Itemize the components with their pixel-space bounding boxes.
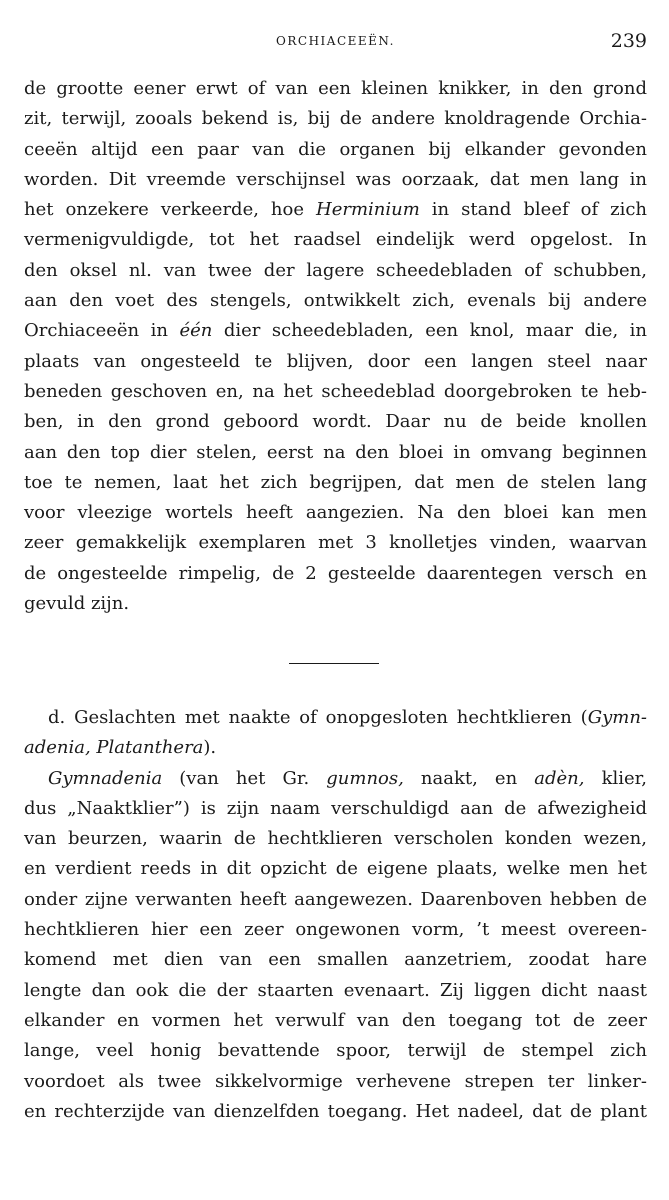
text-line: van beurzen, waarin de hechtklieren verscholen konden wezen, bbox=[24, 828, 647, 850]
text-fragment: het onzekere verkeerde, hoe bbox=[24, 199, 316, 221]
text-line: hechtklieren hier een zeer ongewonen vorm, ’t meest overeen- bbox=[24, 919, 647, 941]
section-heading-line bbox=[24, 733, 647, 763]
running-title: ORCHIACEEËN. bbox=[276, 34, 395, 48]
text-line: zit, terwijl, zooals bekend is, bij de andere knoldragende Orchia- bbox=[24, 108, 647, 130]
text-line: vermenigvuldigde, tot het raadsel eindelijk werd opgelost. In bbox=[24, 229, 647, 251]
text-line: den oksel nl. van twee der lagere scheedebladen of schubben, bbox=[24, 259, 647, 281]
greek-word-italic: adèn, bbox=[534, 767, 585, 789]
emphasis-italic: één bbox=[179, 320, 213, 342]
text-line: gevuld zijn. bbox=[24, 593, 130, 615]
text-line: dus „Naaktklier”) is zijn naam verschuldigd aan de afwezigheid bbox=[24, 797, 647, 819]
genus-name-italic: Herminium bbox=[316, 199, 420, 221]
text-line bbox=[24, 195, 647, 225]
text-line: aan den voet des stengels, ontwikkelt zich, evenals bij andere bbox=[24, 290, 647, 312]
text-line: onder zijne verwanten heeft aangewezen. Daarenboven hebben de bbox=[24, 888, 647, 910]
section-heading-text: ). bbox=[203, 737, 217, 759]
text-line: en rechterzijde van dienzelfden toegang. Het nadeel, dat de plant bbox=[24, 1100, 647, 1122]
running-head bbox=[24, 30, 647, 54]
text-line: komend met dien van een smallen aanzetriem, zoodat hare bbox=[24, 949, 647, 971]
text-line: voordoet als twee sikkelvormige verhevene strepen ter linker- bbox=[24, 1070, 647, 1092]
text-line: zeer gemakkelijk exemplaren met 3 knolletjes vinden, waarvan bbox=[24, 532, 647, 554]
text-line: elkander en vormen het verwulf van den toegang tot de zeer bbox=[24, 1009, 647, 1031]
text-line: aan den top dier stelen, eerst na den bloei in omvang beginnen bbox=[24, 441, 647, 463]
section-d bbox=[24, 703, 647, 1127]
text-fragment: (van het Gr. bbox=[162, 767, 327, 789]
text-line: worden. Dit vreemde verschijnsel was oorzaak, dat men lang in bbox=[24, 168, 647, 190]
paragraph-herminium bbox=[24, 74, 647, 619]
page-number: 239 bbox=[610, 30, 647, 52]
text-line bbox=[24, 764, 647, 794]
text-fragment: in stand bleef of zich bbox=[419, 199, 648, 221]
greek-word-italic: gumnos, bbox=[326, 767, 404, 789]
section-heading-text: d. Geslachten met naakte of onopgesloten hechtklieren ( bbox=[48, 707, 588, 728]
text-line: toe te nemen, laat het zich begrijpen, dat men de stelen lang bbox=[24, 471, 647, 493]
text-fragment: Orchiaceeën in bbox=[24, 320, 180, 342]
text-line: de grootte eener erwt of van een kleinen knikker, in den grond bbox=[24, 78, 647, 99]
text-line: de ongesteelde rimpelig, de 2 gesteelde daarentegen versch en bbox=[24, 562, 647, 584]
text-line: lange, veel honig bevattende spoor, terwijl de stempel zich bbox=[24, 1040, 647, 1062]
genus-name-italic: adenia, Platanthera bbox=[24, 737, 204, 759]
text-line: lengte dan ook die der staarten evenaart. Zij liggen dicht naast bbox=[24, 979, 647, 1001]
section-divider bbox=[289, 663, 379, 664]
text-line: beneden geschoven en, na het scheedeblad doorgebroken te heb- bbox=[24, 380, 647, 402]
text-line: plaats van ongesteeld te blijven, door een langen steel naar bbox=[24, 350, 647, 372]
text-fragment: klier, bbox=[584, 767, 648, 789]
text-fragment: dier scheedebladen, een knol, maar die, in bbox=[212, 320, 647, 342]
text-line: voor vleezige wortels heeft aangezien. Na den bloei kan men bbox=[24, 502, 647, 524]
text-line: ceeën altijd een paar van die organen bij elkander gevonden bbox=[24, 138, 647, 160]
text-line: ben, in den grond geboord wordt. Daar nu de beide knollen bbox=[24, 411, 647, 433]
text-line bbox=[24, 316, 647, 346]
text-line: en verdient reeds in dit opzicht de eigene plaats, welke men het bbox=[24, 858, 647, 880]
genus-name-italic: Gymnadenia bbox=[48, 767, 163, 789]
genus-name-italic: Gymn- bbox=[587, 707, 647, 728]
section-heading-line bbox=[24, 703, 647, 733]
text-fragment: naakt, en bbox=[403, 767, 535, 789]
